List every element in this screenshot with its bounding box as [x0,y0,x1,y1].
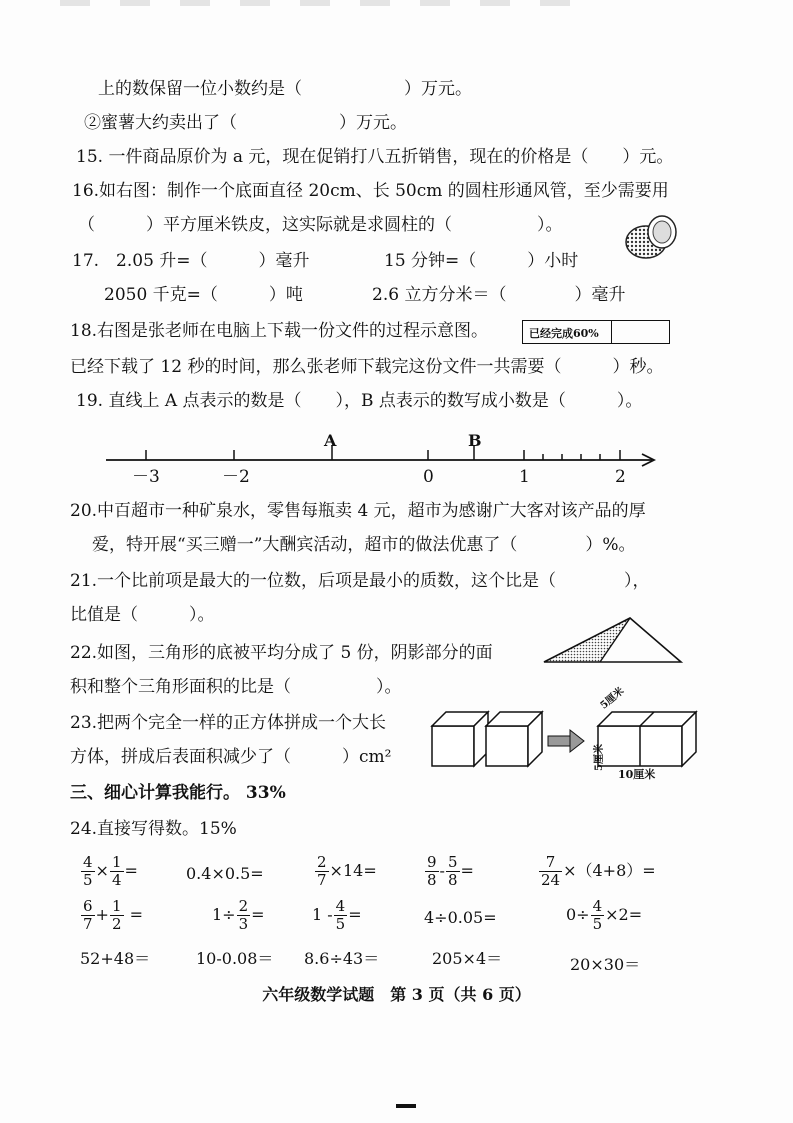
question-21-line1: 21.一个比前项是最大的一位数，后项是最小的质数，这个比是（ ）， [70,571,650,591]
cubes-figure [428,700,698,780]
download-progress-bar [522,320,670,344]
calc-r1-c: $\frac{2}{7}$ ×14= [317,853,377,889]
page-footer: 六年级数学试题 第 3 页（共 6 页） [262,985,531,1004]
box-depth-label: 5厘米 [598,685,627,712]
progress-label: 已经完成60% [529,327,599,340]
line-sweet-potato: ②蜜薯大约卖出了（ ）万元。 [84,113,407,133]
question-17-item4: 2.6 立方分米＝（ ）毫升 [372,285,626,305]
question-15: 15. 一件商品原价为 a 元，现在促销打八五折销售，现在的价格是（ ）元。 [76,147,674,167]
question-17-item3: 2050 千克=（ ）吨 [104,285,303,305]
question-17-item2: 15 分钟=（ ）小时 [384,251,579,271]
question-19: 19. 直线上 A 点表示的数是（ ），B 点表示的数写成小数是（ ）。 [76,391,643,411]
question-18-line2: 已经下载了 12 秒的时间，那么张老师下载完这份文件一共需要（ ）秒。 [70,357,664,377]
box-length-label: 10厘米 [618,768,656,781]
question-16-line1: 16.如右图：制作一个底面直径 20cm、长 50cm 的圆柱形通风管，至少需要用 [72,181,669,201]
calc-r2-a: $\frac{6}{7}$ + $\frac{1}{2}$ = [83,897,143,933]
point-b-label: B [468,431,482,450]
tick-label-2: 2 [615,467,626,487]
question-21-line2: 比值是（ ）。 [70,605,215,625]
calc-r3-d: 205×4＝ [432,949,503,968]
scan-top-edge [60,0,580,6]
question-17-item1: 17. 2.05 升=（ ）毫升 [72,251,310,271]
question-23-line1: 23.把两个完全一样的正方体拼成一个大长 [70,713,387,733]
box-height-label: 5厘米 [593,744,605,771]
calc-r1-d: $\frac{9}{8}$ - $\frac{5}{8}$ = [427,853,474,889]
calc-r3-a: 52+48＝ [80,949,151,968]
question-23-line2: 方体，拼成后表面积减少了（ ）cm² [70,747,392,767]
question-18-line1: 18.右图是张老师在电脑上下载一份文件的过程示意图。 [70,321,489,341]
cylinder-pipe-figure [622,212,682,260]
question-22-line2: 积和整个三角形面积的比是（ ）。 [70,677,402,697]
question-24: 24.直接写得数。15% [70,819,237,839]
section-3-heading: 三、细心计算我能行。 33% [70,783,286,803]
calc-r2-d: 4÷0.05= [424,908,497,927]
calc-r3-b: 10-0.08＝ [196,949,274,968]
calc-r2-e: 0÷ $\frac{4}{5}$ ×2= [566,897,643,933]
calc-r2-c: 1 - $\frac{4}{5}$ = [312,897,362,933]
number-line [100,428,660,488]
calc-r3-e: 20×30＝ [570,955,641,974]
line-carryover: 上的数保留一位小数约是（ ）万元。 [98,79,472,99]
point-a-label: A [324,431,337,450]
calc-r1-e: $\frac{7}{24}$ ×（4+8）= [541,853,656,889]
question-20-line1: 20.中百超市一种矿泉水，零售每瓶卖 4 元，超市为感谢广大客对该产品的厚 [70,501,646,521]
calc-r2-b: 1÷ $\frac{2}{3}$ = [212,897,265,933]
tick-label-minus2: －2 [222,467,250,487]
calc-r3-c: 8.6÷43＝ [304,949,380,968]
question-20-line2: 爱，特开展“买三赠一”大酬宾活动，超市的做法优惠了（ ）%。 [92,535,636,555]
question-22-line1: 22.如图，三角形的底被平均分成了 5 份，阴影部分的面 [70,643,493,663]
tick-label-0: 0 [423,467,434,487]
calc-r1-b: 0.4×0.5= [186,864,264,883]
scan-bottom-mark [396,1104,416,1108]
tick-label-1: 1 [519,467,530,487]
calc-r1-a: $\frac{4}{5}$ × $\frac{1}{4}$ = [83,853,138,889]
triangle-figure [540,614,685,666]
tick-label-minus3: －3 [132,467,160,487]
question-16-line2: （ ）平方厘米铁皮，这实际就是求圆柱的（ ）。 [78,215,563,235]
